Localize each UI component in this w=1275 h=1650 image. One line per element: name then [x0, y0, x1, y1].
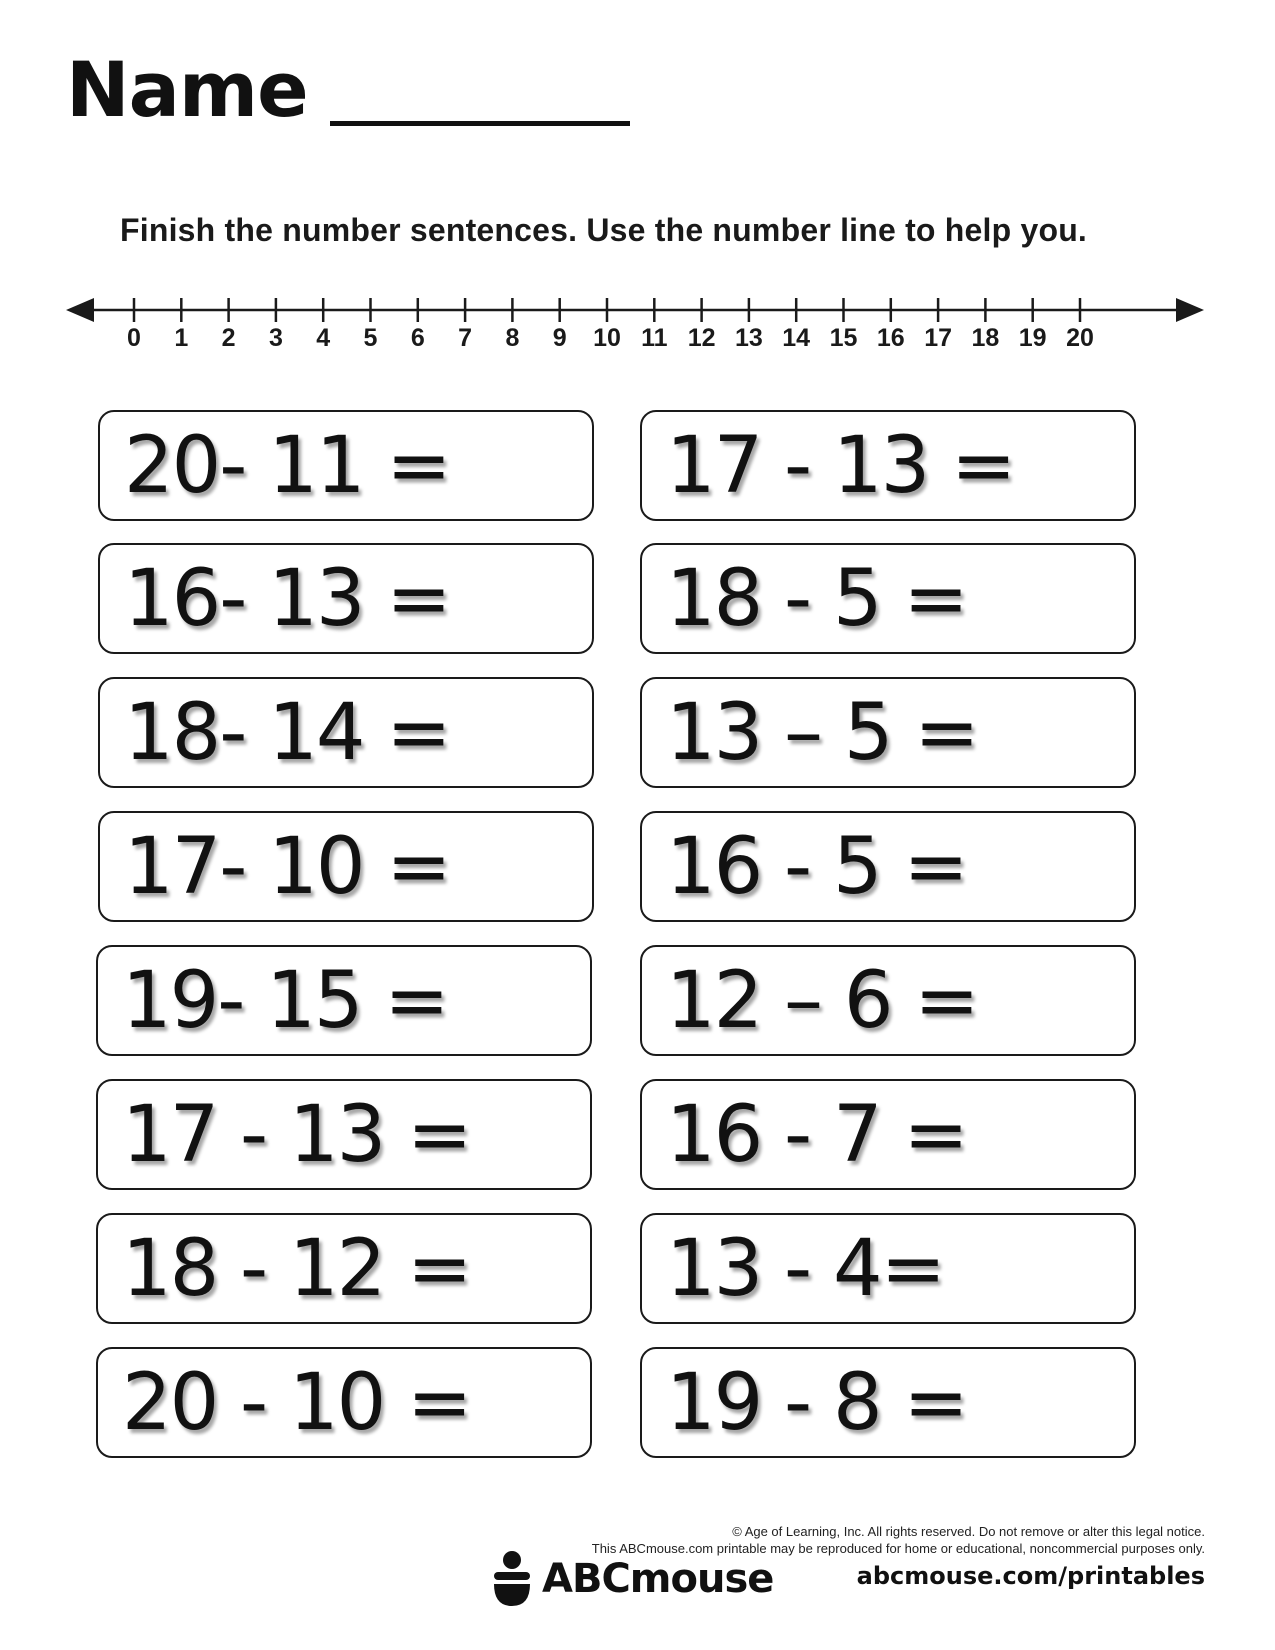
problem-text: 17 - 13 = — [122, 1089, 471, 1180]
problem-box-left-6[interactable] — [96, 1079, 592, 1190]
number-line-label: 15 — [829, 324, 858, 352]
name-blank-line[interactable] — [330, 121, 630, 126]
name-header — [66, 45, 630, 134]
instruction-text: Finish the number sentences. Use the number line to help you. — [120, 212, 1088, 248]
problem-box-left-7[interactable] — [96, 1213, 592, 1324]
number-line-label: 10 — [593, 324, 621, 352]
problem-text: 13 - 4= — [666, 1223, 944, 1314]
number-line-label: 8 — [505, 324, 520, 352]
problem-box-right-2[interactable] — [640, 543, 1136, 654]
number-line-label: 7 — [458, 324, 473, 352]
brand-logo — [490, 1550, 773, 1608]
problem-box-right-4[interactable] — [640, 811, 1136, 922]
problem-text: 19- 15 = — [122, 955, 448, 1046]
number-line-label: 19 — [1018, 324, 1047, 352]
problem-text: 20- 11 = — [124, 420, 450, 511]
problem-box-right-8[interactable] — [640, 1347, 1136, 1458]
number-line-ticks — [127, 298, 1094, 352]
problem-text: 17 - 13 = — [666, 420, 1015, 511]
problem-box-right-1[interactable] — [640, 410, 1136, 521]
problem-text: 16 - 7 = — [666, 1089, 967, 1180]
number-line-label: 13 — [734, 324, 763, 352]
number-line-label: 3 — [268, 324, 283, 352]
number-line-label: 0 — [127, 324, 141, 352]
problem-box-left-1[interactable] — [98, 410, 594, 521]
legal-line-1: © Age of Learning, Inc. All rights reserved. Do not remove or alter this legal notice. — [732, 1524, 1205, 1539]
brand-name: ABCmouse — [542, 1556, 774, 1602]
number-line-label: 17 — [924, 324, 953, 352]
abcmouse-mascot-icon — [490, 1550, 534, 1608]
number-line — [0, 280, 1275, 380]
number-line-label: 4 — [316, 324, 331, 352]
number-line-label: 16 — [876, 324, 905, 352]
problem-text: 16- 13 = — [124, 553, 450, 644]
problem-box-left-4[interactable] — [98, 811, 594, 922]
number-line-label: 14 — [782, 324, 811, 352]
number-line-label: 2 — [221, 324, 236, 352]
number-line-label: 18 — [971, 324, 1000, 352]
number-line-label: 9 — [552, 324, 567, 352]
number-line-label: 6 — [410, 324, 425, 352]
problem-text: 16 - 5 = — [666, 821, 967, 912]
number-line-right-arrow-icon — [1176, 298, 1204, 322]
problem-text: 18 - 12 = — [122, 1223, 471, 1314]
problem-text: 19 - 8 = — [666, 1357, 967, 1448]
number-line-label: 20 — [1066, 324, 1094, 352]
problem-text: 18 - 5 = — [666, 553, 967, 644]
problem-box-left-5[interactable] — [96, 945, 592, 1056]
problem-box-right-5[interactable] — [640, 945, 1136, 1056]
problem-text: 17- 10 = — [124, 821, 450, 912]
problem-box-left-3[interactable] — [98, 677, 594, 788]
number-line-label: 11 — [641, 324, 668, 352]
number-line-label: 1 — [174, 324, 189, 352]
site-url-link[interactable]: abcmouse.com/printables — [856, 1562, 1205, 1590]
number-line-label: 5 — [363, 324, 378, 352]
problem-text: 20 - 10 = — [122, 1357, 471, 1448]
number-line-label: 12 — [687, 324, 716, 352]
number-line-left-arrow-icon — [66, 298, 94, 322]
problem-box-left-8[interactable] — [96, 1347, 592, 1458]
name-label: Name — [66, 45, 308, 134]
problem-box-left-2[interactable] — [98, 543, 594, 654]
problem-text: 13 – 5 = — [666, 687, 978, 778]
problem-text: 18- 14 = — [124, 687, 450, 778]
problem-box-right-3[interactable] — [640, 677, 1136, 788]
problem-text: 12 – 6 = — [666, 955, 978, 1046]
problem-box-right-6[interactable] — [640, 1079, 1136, 1190]
problem-box-right-7[interactable] — [640, 1213, 1136, 1324]
legal-line-2: This ABCmouse.com printable may be reproduced for home or educational, noncommercial purposes only. — [591, 1541, 1205, 1556]
